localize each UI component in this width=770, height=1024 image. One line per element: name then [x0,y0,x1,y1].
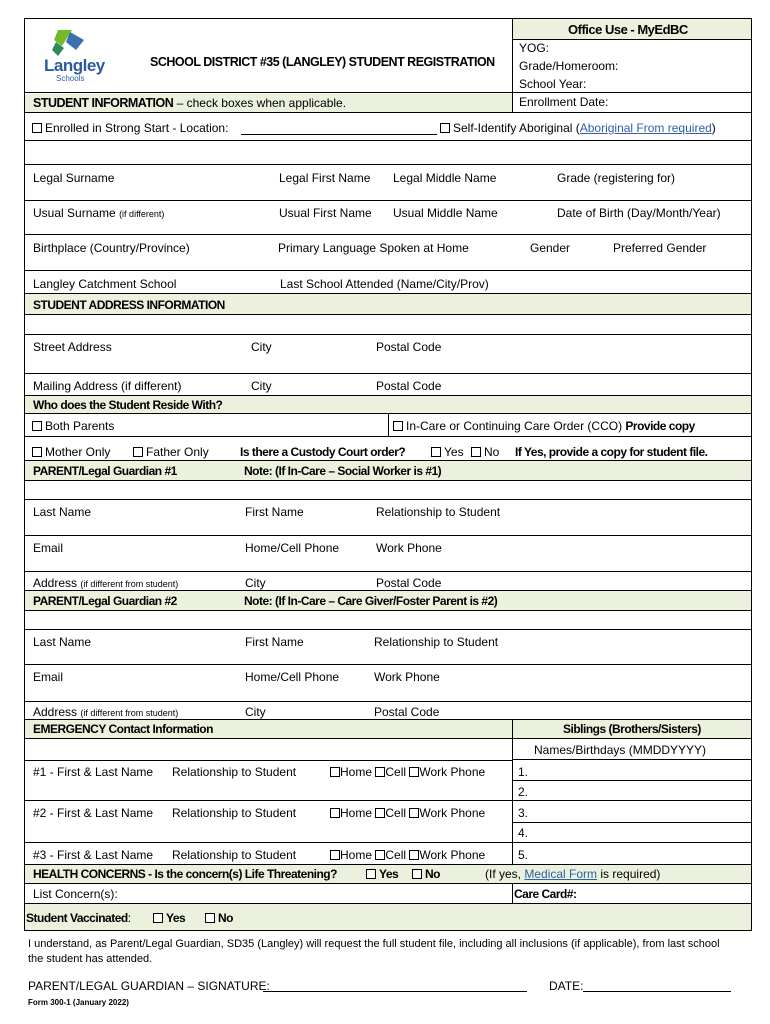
checkbox-icon[interactable] [153,913,163,923]
signature-label: PARENT/LEGAL GUARDIAN – SIGNATURE: [28,979,270,993]
checkbox-icon[interactable] [412,869,422,879]
office-field-enrollment: Enrollment Date: [519,95,609,109]
checkbox-icon[interactable] [32,123,42,133]
guardian1-heading: PARENT/Legal Guardian #1 [33,464,177,478]
office-field-grade: Grade/Homeroom: [519,59,619,73]
medical-form-link[interactable]: Medical Form [524,867,598,881]
checkbox-icon[interactable] [471,447,481,457]
date-label: DATE: [549,979,584,993]
siblings-heading: Siblings (Brothers/Sisters) [563,722,701,736]
sibling-5: 5. [518,848,529,862]
checkbox-icon[interactable] [440,123,450,133]
guardian1-last-label: Last Name [33,505,92,519]
mother-only-checkbox[interactable]: Mother Only [32,445,110,459]
last-school-label: Last School Attended (Name/City/Prov) [280,277,489,291]
emergency-relationship-2: Relationship to Student [172,806,297,820]
address-heading: STUDENT ADDRESS INFORMATION [33,298,225,312]
guardian1-first-label: First Name [245,505,304,519]
legal-middle-label: Legal Middle Name [393,171,497,185]
usual-middle-label: Usual Middle Name [393,206,498,220]
care-card-label: Care Card#: [514,887,577,901]
vaccinated-label: Student Vaccinated: [26,911,132,925]
checkbox-icon[interactable] [32,421,42,431]
dob-label: Date of Birth (Day/Month/Year) [557,206,721,220]
statement-text: I understand, as Parent/Legal Guardian, SD35 (Langley) will request the full student file, including all inclusions (if applicable), from last school the student has attended. [28,938,720,965]
checkbox-icon[interactable] [133,447,143,457]
form-title: SCHOOL DISTRICT #35 (LANGLEY) STUDENT REGISTRATION [150,55,495,69]
mailing-city-label: City [251,379,272,393]
mailing-postal-label: Postal Code [376,379,442,393]
date-field[interactable] [583,991,731,992]
checkbox-icon[interactable] [375,850,385,860]
siblings-subheading: Names/Birthdays (MMDDYYYY) [534,743,707,757]
list-concerns-label: List Concern(s): [33,887,118,901]
guardian1-postal-label: Postal Code [376,576,442,590]
aboriginal-form-link[interactable]: Aboriginal From required [579,121,712,135]
sibling-2: 2. [518,785,529,799]
checkbox-icon[interactable] [366,869,376,879]
preferred-gender-label: Preferred Gender [613,241,707,255]
guardian1-home-phone-label: Home/Cell Phone [245,541,340,555]
custody-question: Is there a Custody Court order? [240,445,406,459]
catchment-label: Langley Catchment School [33,277,177,291]
emergency-phone-options-2[interactable]: Home Cell Work Phone [330,806,485,820]
checkbox-icon[interactable] [32,447,42,457]
sibling-4: 4. [518,826,529,840]
emergency-phone-options-3[interactable]: Home Cell Work Phone [330,848,485,862]
guardian2-work-phone-label: Work Phone [374,670,440,684]
mailing-address-label: Mailing Address (if different) [33,379,182,393]
incare-checkbox[interactable]: In-Care or Continuing Care Order (CCO) Provide copy [393,419,695,433]
checkbox-icon[interactable] [330,850,340,860]
emergency-phone-options-1[interactable]: Home Cell Work Phone [330,765,485,779]
city-label: City [251,340,272,354]
checkbox-icon[interactable] [375,767,385,777]
logo-subtext: Schools [56,74,85,83]
guardian1-note: Note: (If In-Care – Social Worker is #1) [244,464,442,478]
emergency-relationship-1: Relationship to Student [172,765,297,779]
guardian1-city-label: City [245,576,266,590]
medical-form-note: (If yes, Medical Form is required) [485,867,661,881]
emergency-relationship-3: Relationship to Student [172,848,297,862]
aboriginal-checkbox[interactable]: Self-Identify Aboriginal (Aboriginal From required) [440,121,716,135]
signature-field[interactable] [263,991,527,992]
guardian2-first-label: First Name [245,635,304,649]
custody-provide-note: If Yes, provide a copy for student file. [515,445,708,459]
guardian2-address-label: Address (if different from student) [33,705,179,719]
guardian2-last-label: Last Name [33,635,92,649]
sibling-3: 3. [518,806,529,820]
guardian1-work-phone-label: Work Phone [376,541,442,555]
legal-surname-label: Legal Surname [33,171,115,185]
health-heading: HEALTH CONCERNS - Is the concern(s) Life Threatening? [33,867,337,881]
checkbox-icon[interactable] [205,913,215,923]
guardian1-email-label: Email [33,541,64,555]
checkbox-icon[interactable] [330,767,340,777]
both-parents-checkbox[interactable]: Both Parents [32,419,114,433]
street-address-label: Street Address [33,340,112,354]
vaccinated-no-checkbox[interactable]: No [205,911,233,925]
guardian2-home-phone-label: Home/Cell Phone [245,670,340,684]
emergency-contact-3: #3 - First & Last Name [33,848,154,862]
vaccinated-bg [25,904,751,930]
grade-label: Grade (registering for) [557,171,676,185]
gender-label: Gender [530,241,571,255]
custody-no-checkbox[interactable]: No [471,445,499,459]
strong-start-location-field[interactable] [241,134,437,135]
custody-yes-checkbox[interactable]: Yes [431,445,464,459]
guardian2-heading: PARENT/Legal Guardian #2 [33,594,177,608]
checkbox-icon[interactable] [409,850,419,860]
language-label: Primary Language Spoken at Home [278,241,469,255]
office-title: Office Use - MyEdBC [568,22,688,37]
checkbox-icon[interactable] [375,808,385,818]
checkbox-icon[interactable] [409,808,419,818]
health-no-checkbox[interactable]: No [412,867,440,881]
postal-code-label: Postal Code [376,340,442,354]
emergency-contact-1: #1 - First & Last Name [33,765,154,779]
guardian2-relationship-label: Relationship to Student [374,635,499,649]
guardian1-address-label: Address (if different from student) [33,576,179,590]
birthplace-label: Birthplace (Country/Province) [33,241,190,255]
legal-first-label: Legal First Name [279,171,371,185]
guardian2-postal-label: Postal Code [374,705,440,719]
guardian2-note: Note: (If In-Care – Care Giver/Foster Parent is #2) [244,594,498,608]
office-field-year: School Year: [519,77,587,91]
emergency-contact-2: #2 - First & Last Name [33,806,154,820]
usual-first-label: Usual First Name [279,206,372,220]
form-id: Form 300-1 (January 2022) [28,998,129,1007]
usual-surname-label: Usual Surname (if different) [33,206,165,220]
checkbox-icon[interactable] [393,421,403,431]
reside-heading: Who does the Student Reside With? [33,398,223,412]
langley-logo [38,28,118,88]
father-only-checkbox[interactable]: Father Only [133,445,209,459]
guardian2-email-label: Email [33,670,64,684]
strong-start-checkbox[interactable]: Enrolled in Strong Start - Location: [32,121,228,135]
student-info-heading: STUDENT INFORMATION – check boxes when applicable. [33,96,347,110]
office-field-yog: YOG: [519,41,550,55]
checkbox-icon[interactable] [431,447,441,457]
guardian2-city-label: City [245,705,266,719]
sibling-1: 1. [518,765,529,779]
logo-text: Langley [44,56,105,75]
emergency-heading: EMERGENCY Contact Information [33,722,213,736]
checkbox-icon[interactable] [409,767,419,777]
vaccinated-yes-checkbox[interactable]: Yes [153,911,185,925]
guardian1-relationship-label: Relationship to Student [376,505,501,519]
checkbox-icon[interactable] [330,808,340,818]
health-yes-checkbox[interactable]: Yes [366,867,398,881]
